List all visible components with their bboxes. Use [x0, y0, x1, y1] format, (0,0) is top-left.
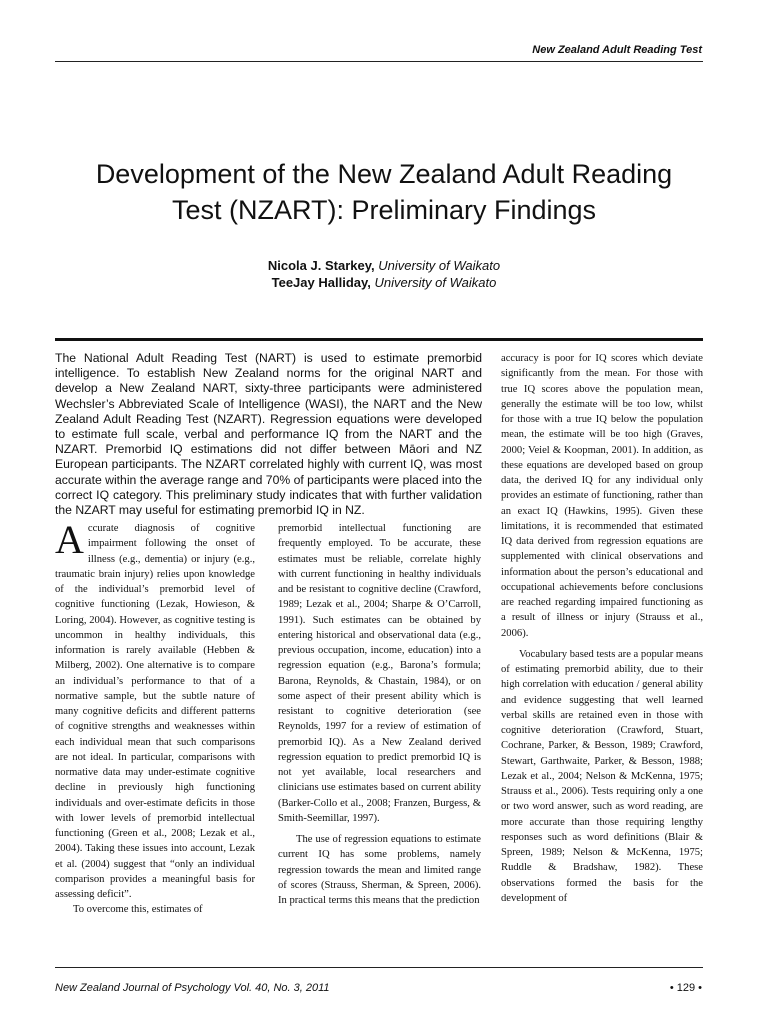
paragraph — [55, 517, 255, 902]
title-line-2: Test (NZART): Preliminary Findings — [171, 195, 597, 225]
footer-rule — [55, 967, 703, 968]
body-column-1 — [55, 517, 255, 918]
title-line-1: Development of the New Zealand Adult Reading — [95, 159, 673, 189]
author-1-name: Nicola J. Starkey, — [267, 258, 375, 273]
author-2-name: TeeJay Halliday, — [271, 275, 371, 290]
paragraph: To overcome this, estimates of — [73, 904, 203, 916]
page-number: • 129 • — [669, 982, 702, 994]
author-2-affiliation: University of Waikato — [374, 275, 497, 290]
header-rule — [55, 61, 703, 62]
author-block — [40, 257, 728, 291]
journal-citation: New Zealand Journal of Psychology Vol. 40, No. 3, 2011 — [55, 982, 330, 994]
author-2 — [40, 274, 728, 291]
running-head: New Zealand Adult Reading Test — [532, 44, 702, 56]
drop-cap: A — [55, 517, 84, 562]
body-column-3 — [501, 351, 703, 906]
paragraph: The use of regression equations to estimate current IQ has some problems, namely regression towards the mean and limited range of scores (Strauss, Sherman, & Spreen, 2006). In practical terms this means that the prediction — [278, 834, 481, 906]
paragraph: accuracy is poor for IQ scores which deviate significantly from the mean. For those with true IQ scores above the population mean, generally the estimate will be too low, whilst for those with a true IQ below the population mean, the estimate will be too high (Graves, 2000; Veiel & Koopman, 2001). In addition, as these equations are developed based on group data, the derived IQ for any individual only provides an estimate of functioning, rather than an exact IQ (Hawkins, 1995). Given these limitations, it is recommended that estimated IQ data derived from regression equations are supplemented with clinical observations and information about the person’s educational and occupational achievements before conclusions are reached regarding impaired functioning as a result of illness or injury (Strauss et al., 2006). — [501, 353, 703, 639]
paragraph: Vocabulary based tests are a popular means of estimating premorbid ability, due to their high correlation with education / general ability and evidence suggesting that well learned verbal skills are retained even in those with cognitive deterioration (Crawford, Stuart, Cochrane, Parker, & Besson, 1989; Crawford, Stewart, Garthwaite, Parker, & Besson, 1988; Lezak et al., 2004; Nelson & McKenna, 1975; Strauss et al., 2006). Tests requiring only a one or two word answer, such as word reading, are more accurate than those requiring lengthy responses such as word definitions (Blair & Spreen, 1989; Nelson & McKenna, 1975; Ruddle & Bradshaw, 1982). These observations formed the basis for the development of — [501, 648, 703, 904]
paragraph-text: ccurate diagnosis of cognitive impairment following the onset of illness (e.g., dementia) or injury (e.g., traumatic brain injury) relies upon knowledge of the individual’s premorbid level of cognitive functioning (Lezak, Howieson, & Loring, 2004). However, as cognitive testing is uncommon in healthy individuals, this information is rarely available (Hebben & Milberg, 2002). One alternative is to compare an individual’s performance to that of a normative sample, but the subtle nature of many cognitive deficits and different patterns of cognitive strengths and weaknesses within each individual mean that such comparisons are not ideal. In particular, comparisons with normative data may under-estimate cognitive decline in previously high functioning individuals and over-estimate deficits in those with lower levels of premorbid intellectual functioning (Green et al., 2008; Lezak et al., 2004). Taking these issues into account, Lezak et al. (2004) suggest that “only an individual comparison provides a meaningful basis for assessing deficit”. — [55, 523, 255, 900]
author-1-affiliation: University of Waikato — [378, 258, 501, 273]
article-title — [40, 156, 728, 228]
title-rule — [55, 338, 703, 341]
author-1 — [40, 257, 728, 274]
body-column-2 — [278, 521, 481, 908]
abstract: The National Adult Reading Test (NART) is used to estimate premorbid intelligence. To establish New Zealand norms for the original NART and develop a New Zealand NART, sixty-three participants were administered Wechsler’s Abbreviated Scale of Intelligence (WASI), the NART and the New Zealand Adult Reading Test (NZART). Regression equations were developed to estimate full scale, verbal and performance IQ from the NART and the NZART. Premorbid IQ estimations did not differ between Māori and NZ European participants. The NZART correlated highly with current IQ, was most accurate within the average range and 70% of participants were placed into the correct IQ category. This preliminary study indicates that with further validation the NZART may useful for estimating premorbid IQ in NZ. — [55, 351, 482, 518]
paragraph: premorbid intellectual functioning are frequently employed. To be accurate, these estimates must be reliable, correlate highly with current functioning in healthy individuals and be resistant to cognitive decline (Crawford, 1989; Lezak et al., 2004; Sharpe & O’Carroll, 1991). Such estimates can be obtained by entering historical and observational data (e.g., previous occupation, income, education) into a regression equation (e.g., Barona’s formula; Barona, Reynolds, & Chastain, 1984), or on some aspect of their present ability which is resistant to cognitive deterioration (see Reynolds, 1997 for a review of estimation of premorbid IQ). As a New Zealand derived regression equation to predict premorbid IQ is not yet available, local researchers and clinicians use estimates based on current ability (Barker-Collo et al., 2008; Franzen, Burgess, & Smith-Seemillar, 1997). — [278, 523, 481, 824]
